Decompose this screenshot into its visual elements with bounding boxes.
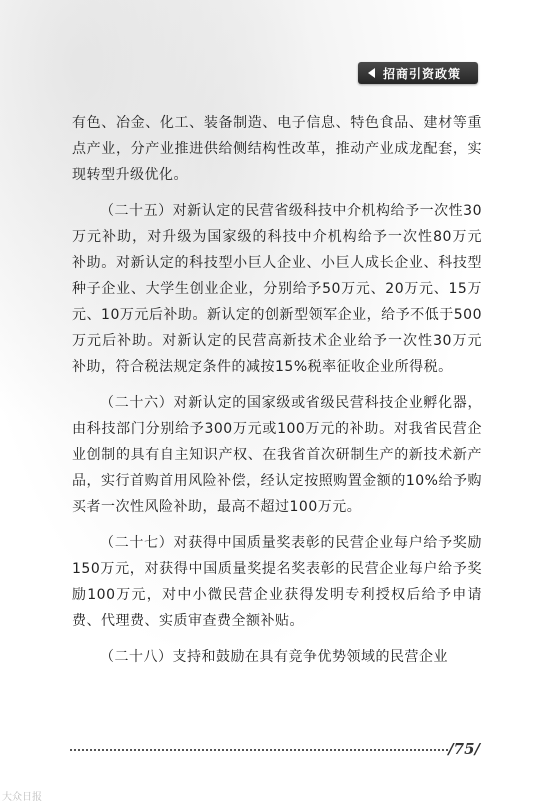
- paragraph-item-28: （二十八）支持和鼓励在具有竞争优势领域的民营企业: [100, 649, 448, 665]
- paragraph-item-25: （二十五）对新认定的民营省级科技中介机构给予一次性30万元补助，对升级为国家级的科技中介机构给予一次性80万元补助。对新认定的科技型小巨人企业、小巨人成长企业、科技型种子企业、大学生创业企业，分别给予50万元、20万元、15万元、10万元后补助。新认定的创新型领军企业，给予不低于500万元后补助。对新认定的民营高新技术企业给予一次性30万元补助，符合税法规定条件的减按15%税率征收企业所得税。: [72, 203, 482, 375]
- paragraph-item-27: （二十七）对获得中国质量奖表彰的民营企业每户给予奖励150万元，对获得中国质量奖提名奖表彰的民营企业每户给予奖励100万元，对中小微民营企业获得发明专利授权后给予申请费、代理费、实质审查费全额补贴。: [72, 535, 482, 629]
- paragraph-item-26: （二十六）对新认定的国家级或省级民营科技企业孵化器，由科技部门分别给予300万元或100万元的补助。对我省民营企业创制的具有自主知识产权、在我省首次研制生产的新技术新产品，实行首购首用风险补偿，经认定按照购置金额的10%给予购买者一次性风险补助，最高不超过100万元。: [72, 395, 482, 515]
- section-title: 招商引资政策: [383, 66, 462, 81]
- document-body: [72, 110, 482, 680]
- paragraph-continuation: 有色、冶金、化工、装备制造、电子信息、特色食品、建材等重点产业，分产业推进供给侧结构性改革，推动产业成龙配套，实现转型升级优化。: [72, 115, 482, 183]
- section-header-tab: [358, 62, 478, 84]
- page-number: /75/: [448, 740, 480, 758]
- watermark-logo: 大众日报: [2, 792, 42, 803]
- left-arrow-icon: [368, 68, 375, 78]
- footer-divider: [70, 749, 448, 751]
